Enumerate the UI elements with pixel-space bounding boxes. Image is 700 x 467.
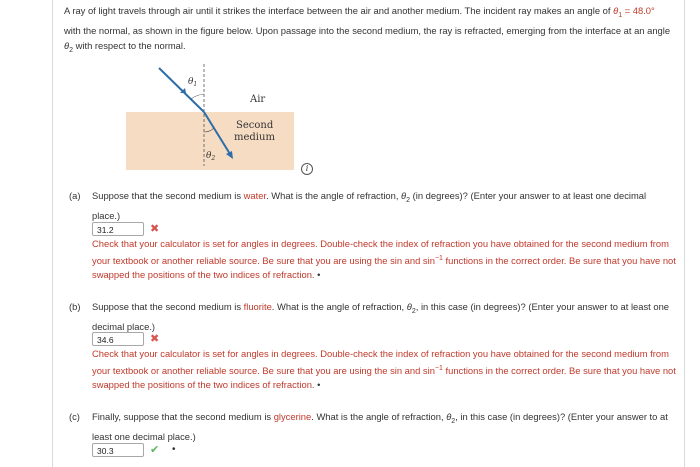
part-a-answer-input[interactable]: 31.2 xyxy=(92,222,144,236)
theta2-fig-label: $\theta_2$ xyxy=(206,151,216,162)
part-c-answer-input[interactable]: 30.3 xyxy=(92,443,144,457)
part-b-feedback-dot: • xyxy=(317,379,321,390)
part-c-correct-icon: ✔ xyxy=(150,444,160,456)
refraction-figure xyxy=(122,58,294,170)
theta1-value: $\theta_1 = 48.0^\circ$ xyxy=(613,5,655,19)
part-a-feedback: Check that your calculator is set for angles in degrees. Double-check the index of refraction you have obtained for the second medium from your textbook or another reliable source. Be sure that you are using the sin and $\sin^{-1}$ functions in the correct order. Be sure that you have not swapped the positions of the two indices of refraction. • xyxy=(92,238,676,280)
part-a-label: (a) xyxy=(69,190,81,201)
part-c-text: Finally, suppose that the second medium is glycerine. What is the angle of refraction, $\theta_2$, in this case (in degrees)? (Enter your answer to at least one decimal place.) xyxy=(92,411,668,442)
part-a-text: Suppose that the second medium is water. What is the angle of refraction, $\theta_2$ (in degrees)? (Enter your answer to at least one decimal place.) xyxy=(92,190,647,221)
air-label: Air xyxy=(250,94,266,105)
part-c-medium: glycerine xyxy=(273,411,312,422)
theta2-symbol: θ xyxy=(64,39,70,51)
medium-label-line1: Second xyxy=(236,120,274,131)
theta1-fig-label: $\theta_1$ xyxy=(188,77,198,88)
part-b-medium: fluorite xyxy=(243,301,272,312)
part-b-text: Suppose that the second medium is fluorite. What is the angle of refraction, $\theta_2$, in this case (in degrees)? (Enter your answer to at least one decimal place.) xyxy=(92,301,670,332)
problem-statement: A ray of light travels through air until it strikes the interface between the air and another medium. The incident ray makes an angle of $\theta_1 = 48.0^\circ$ with the normal, as shown in the figure below. Upon passage into the second medium, the ray is refracted, emerging from the interface at an angle $\theta_2$ with respect to the normal. xyxy=(64,5,671,54)
part-a-medium: water xyxy=(243,190,267,201)
part-b-incorrect-icon: ✖ xyxy=(150,333,160,345)
part-a-incorrect-icon: ✖ xyxy=(150,223,160,235)
intro-text-3: with respect to the normal. xyxy=(73,39,186,51)
info-icon[interactable]: i xyxy=(301,163,313,175)
part-a-feedback-dot: • xyxy=(317,269,321,280)
intro-text-1: A ray of light travels through air until it strikes the interface between the air and another medium. The incident ray makes an angle of xyxy=(64,5,614,16)
medium-label-line2: medium xyxy=(234,132,275,143)
part-b-label: (b) xyxy=(69,301,81,312)
part-b-answer-input[interactable]: 34.6 xyxy=(92,332,144,346)
part-b-feedback: Check that your calculator is set for angles in degrees. Double-check the index of refraction you have obtained for the second medium from your textbook or another reliable source. Be sure that you are using the sin and $\sin^{-1}$ functions in the correct order. Be sure that you have not swapped the positions of the two indices of refraction. • xyxy=(92,348,676,390)
part-c-label: (c) xyxy=(69,411,80,422)
part-c-dot: • xyxy=(172,444,176,455)
intro-text-2: with the normal, as shown in the figure below. Upon passage into the second medium, the ray is refracted, emerging from the interface at an angle xyxy=(64,24,671,36)
